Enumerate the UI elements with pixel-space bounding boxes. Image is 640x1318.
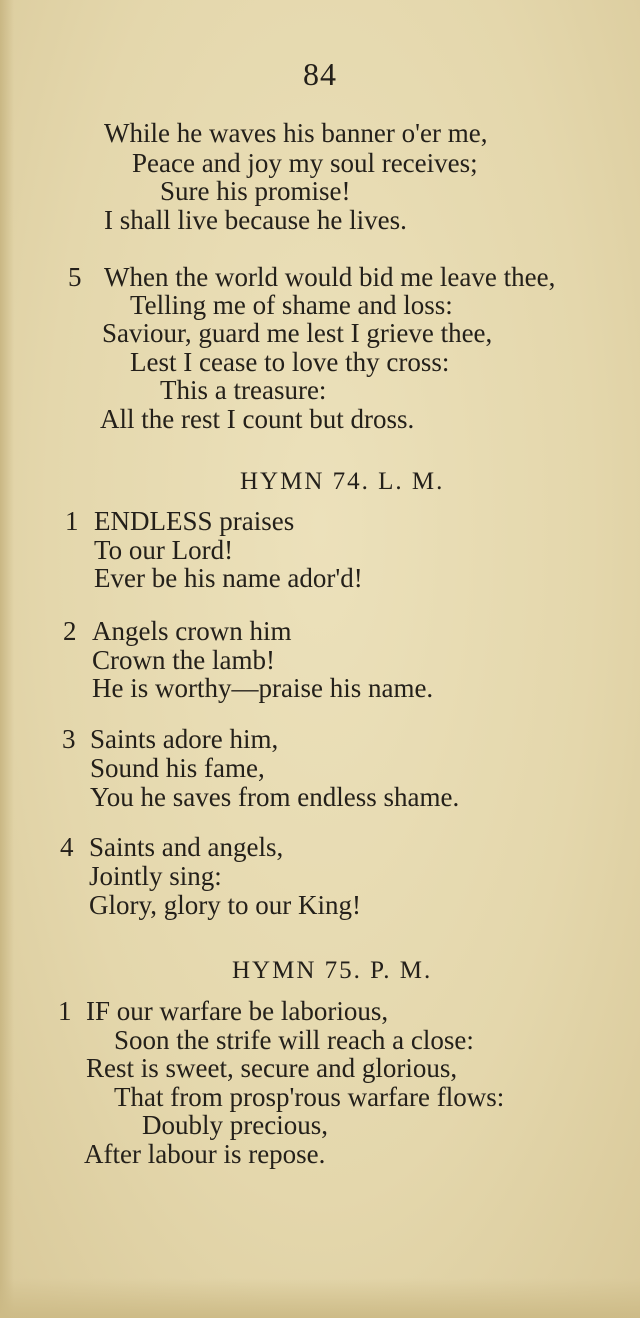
verse-line: You he saves from endless shame. [90, 782, 460, 812]
hymn-heading: HYMN 75. P. M. [232, 957, 433, 984]
verse-line: When the world would bid me leave thee, [104, 262, 556, 292]
verse-line: Glory, glory to our King! [89, 890, 361, 920]
verse-line: To our Lord! [94, 535, 234, 565]
verse-line: Saints and angels, [89, 832, 284, 862]
verse-line: Sure his promise! [160, 176, 351, 206]
verse-line: That from prosp'rous warfare flows: [114, 1082, 505, 1112]
verse-line: Sound his fame, [90, 753, 265, 783]
hymn-heading: HYMN 74. L. M. [240, 468, 445, 495]
verse-line: Soon the strife will reach a close: [114, 1025, 474, 1055]
verse-line: Telling me of shame and loss: [130, 290, 453, 320]
verse-line: While he waves his banner o'er me, [104, 118, 488, 148]
verse-number: 1 [58, 996, 72, 1026]
verse-line: IF our warfare be laborious, [86, 996, 389, 1026]
verse-line: Jointly sing: [89, 861, 222, 891]
verse-number: 4 [60, 832, 74, 862]
verse-line: Lest I cease to love thy cross: [130, 347, 450, 377]
verse-number: 5 [68, 262, 82, 292]
verse-line: He is worthy—praise his name. [92, 673, 434, 703]
page-bottom-shadow [0, 1278, 640, 1318]
verse-number: 1 [65, 506, 79, 536]
verse-line: Crown the lamb! [92, 645, 275, 675]
verse-line: ENDLESS praises [94, 506, 295, 536]
verse-line: After labour is repose. [84, 1139, 326, 1169]
verse-line: Ever be his name ador'd! [94, 563, 363, 593]
verse-line: Saints adore him, [90, 724, 279, 754]
verse-number: 3 [62, 724, 76, 754]
verse-line: Angels crown him [92, 616, 292, 646]
verse-line: Rest is sweet, secure and glorious, [86, 1053, 458, 1083]
page-edge-shadow [0, 0, 14, 1318]
verse-line: Doubly precious, [142, 1110, 328, 1140]
verse-line: Peace and joy my soul receives; [132, 148, 478, 178]
verse-line: Saviour, guard me lest I grieve thee, [102, 318, 493, 348]
verse-number: 2 [63, 616, 77, 646]
verse-line: I shall live because he lives. [104, 205, 407, 235]
verse-line: This a treasure: [160, 375, 327, 405]
page-number: 84 [303, 56, 337, 92]
verse-line: All the rest I count but dross. [100, 404, 415, 434]
